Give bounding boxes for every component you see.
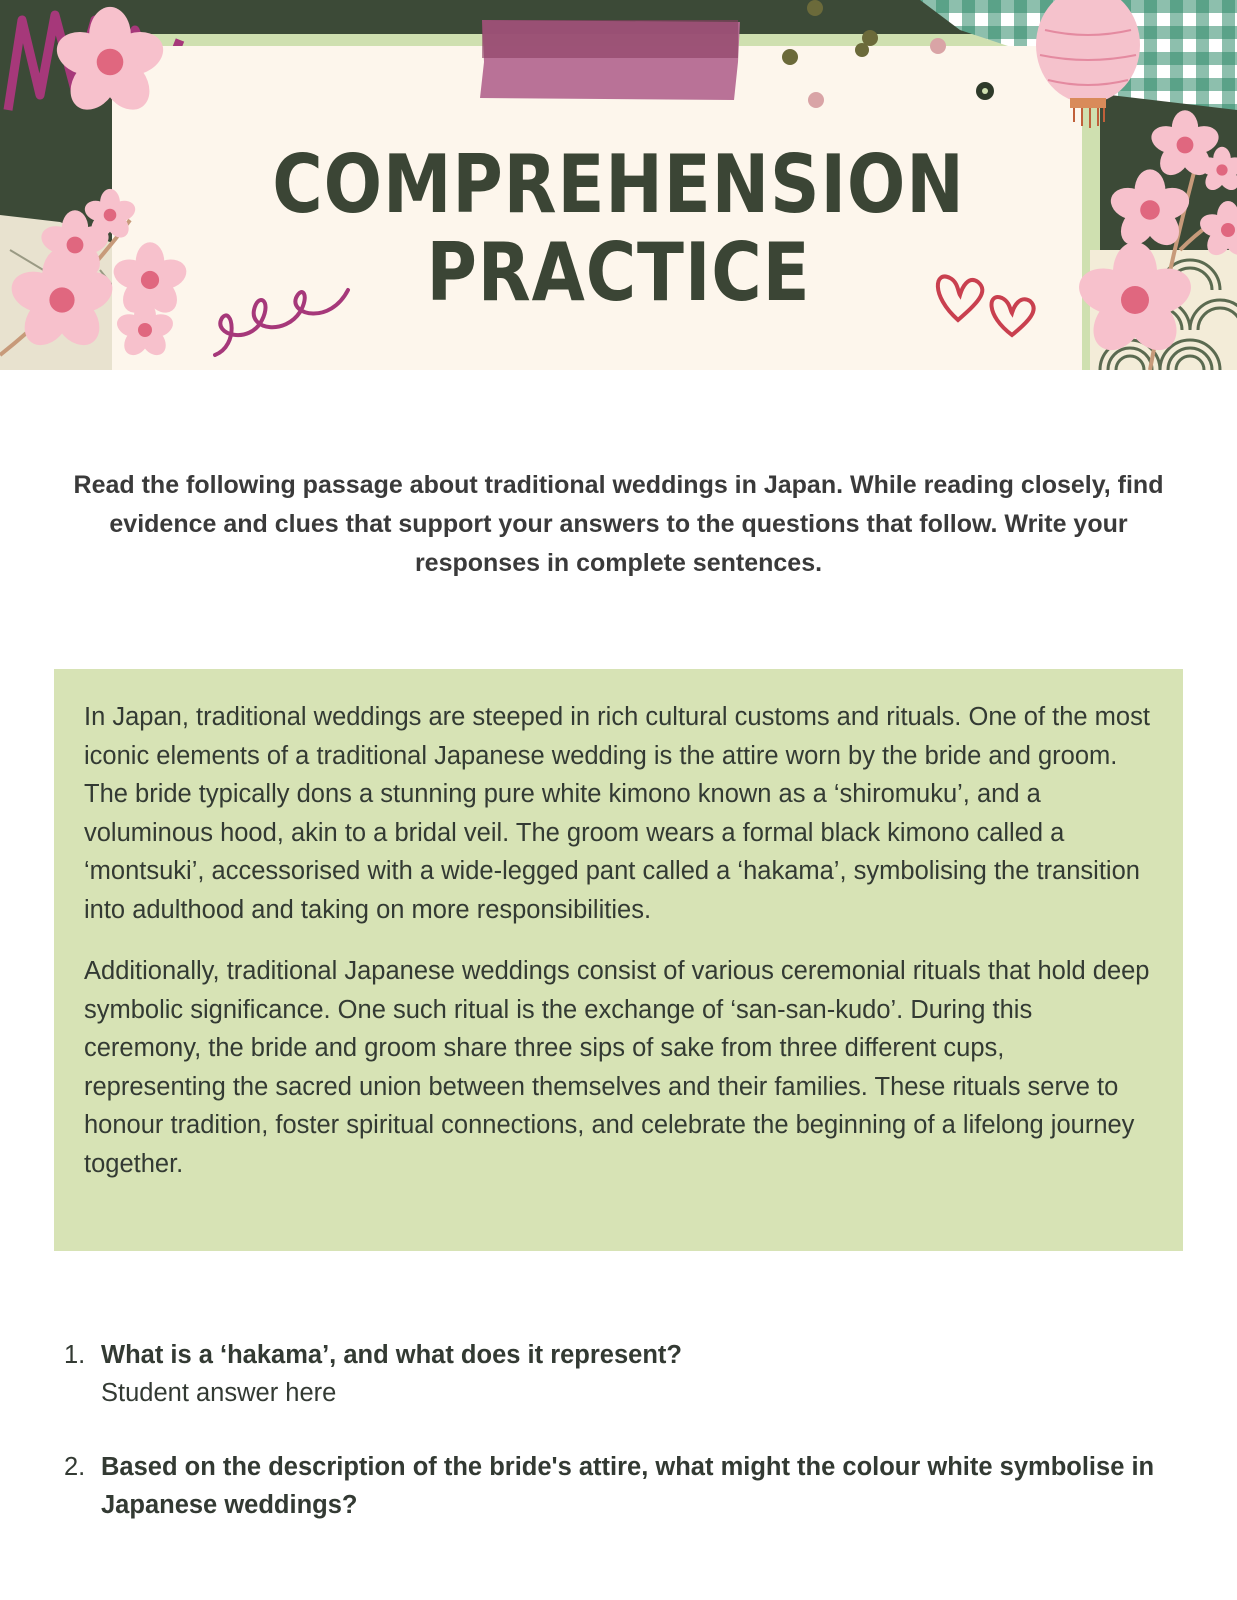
header-banner [0, 0, 1237, 370]
paper-lantern-icon [1036, 0, 1140, 128]
instructions-text: Read the following passage about traditional weddings in Japan. While reading closely, find evidence and clues that support your answers to the questions that follow. Write your responses in complete sentences. [73, 471, 1164, 577]
page-title-line-2: PRACTICE [426, 226, 811, 319]
question-item [64, 1448, 1184, 1524]
question-text: What is a ‘hakama’, and what does it represent? [101, 1341, 682, 1369]
reading-passage [54, 669, 1183, 1251]
passage-paragraph: Additionally, traditional Japanese weddings consist of various ceremonial rituals that hold deep symbolic significance. One such ritual is the exchange of ‘san-san-kudo’. During this ceremony, the bride and groom share three sips of sake from three different cups, representing the sacred union between themselves and their families. These rituals serve to honour tradition, foster spiritual connections, and celebrate the beginning of a lifelong journey together. [84, 957, 1150, 1178]
question-item [64, 1336, 1184, 1412]
question-number: 2. [64, 1453, 86, 1481]
page-title-line-1: COMPREHENSION [272, 138, 965, 231]
passage-paragraph: In Japan, traditional weddings are steeped in rich cultural customs and rituals. One of the most iconic elements of a traditional Japanese wedding is the attire worn by the bride and groom. The bride typically dons a stunning pure white kimono known as a ‘shiromuku’, and a voluminous hood, akin to a bridal veil. The groom wears a formal black kimono called a ‘montsuki’, accessorised with a wide-legged pant called a ‘hakama’, symbolising the transition into adulthood and taking on more responsibilities. [84, 703, 1150, 924]
question-number: 1. [64, 1341, 86, 1369]
student-answer-field[interactable]: Student answer here [101, 1379, 337, 1407]
question-list [64, 1336, 1184, 1560]
question-text: Based on the description of the bride's attire, what might the colour white symbolise in Japanese weddings? [101, 1453, 1155, 1519]
sequin-icon [782, 0, 994, 108]
